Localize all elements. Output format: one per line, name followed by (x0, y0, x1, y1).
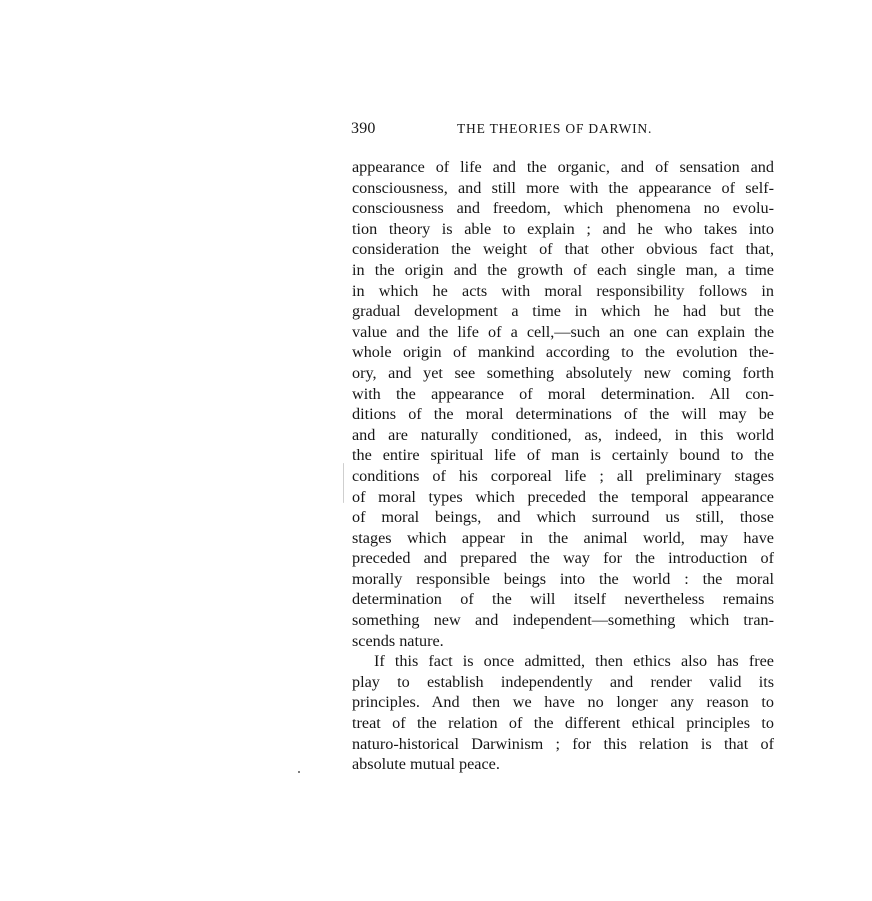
text-line: gradual development a time in which he had but the (352, 302, 774, 321)
text-line: in which he acts with moral responsibility follows in (352, 281, 774, 300)
text-line: in the origin and the growth of each single man, a time (352, 260, 774, 279)
text-line: and are naturally conditioned, as, indeed, in this world (352, 425, 774, 444)
text-line: with the appearance of moral determination. All con- (352, 384, 774, 403)
paragraph-1 (352, 157, 774, 651)
body-text (352, 157, 774, 775)
text-line: ory, and yet see something absolutely new coming forth (352, 363, 774, 382)
text-line: consideration the weight of that other obvious fact that, (352, 240, 774, 259)
paragraph-2 (352, 651, 774, 775)
scan-speck (343, 463, 344, 503)
text-line: something new and independent—something which tran- (352, 611, 774, 630)
text-line: principles. And then we have no longer any reason to (352, 693, 774, 712)
running-title: THE THEORIES OF DARWIN. (457, 121, 653, 136)
text-line: morally responsible beings into the world : the moral (352, 569, 774, 588)
text-line: stages which appear in the animal world, may have (352, 528, 774, 547)
text-line: tion theory is able to explain ; and he who takes into (352, 219, 774, 238)
text-line: of moral beings, and which surround us still, those (352, 508, 774, 527)
text-line: consciousness, and still more with the appearance of self- (352, 178, 774, 197)
text-line: treat of the relation of the different ethical principles to (352, 714, 774, 733)
text-line: of moral types which preceded the temporal appearance (352, 487, 774, 506)
text-line: conditions of his corporeal life ; all preliminary stages (352, 466, 774, 485)
text-line: determination of the will itself nevertheless remains (352, 590, 774, 609)
text-line: play to establish independently and render valid its (352, 672, 774, 691)
text-line: absolute mutual peace. (352, 755, 500, 774)
text-line: preceded and prepared the way for the introduction of (352, 549, 774, 568)
text-line: If this fact is once admitted, then ethics also has free (374, 652, 774, 671)
text-line: naturo-historical Darwinism ; for this relation is that of (352, 734, 774, 753)
page-number: 390 (351, 120, 376, 137)
text-line: the entire spiritual life of man is certainly bound to the (352, 446, 774, 465)
text-line: value and the life of a cell,—such an one can explain the (352, 322, 774, 341)
scan-speck (298, 771, 300, 773)
text-line: ditions of the moral determinations of the will may be (352, 405, 774, 424)
text-line: consciousness and freedom, which phenomena no evolu- (352, 199, 774, 218)
text-line: appearance of life and the organic, and of sensation and (352, 158, 774, 176)
running-head (351, 120, 777, 142)
text-line: scends nature. (352, 631, 444, 650)
text-line: whole origin of mankind according to the evolution the- (352, 343, 774, 362)
